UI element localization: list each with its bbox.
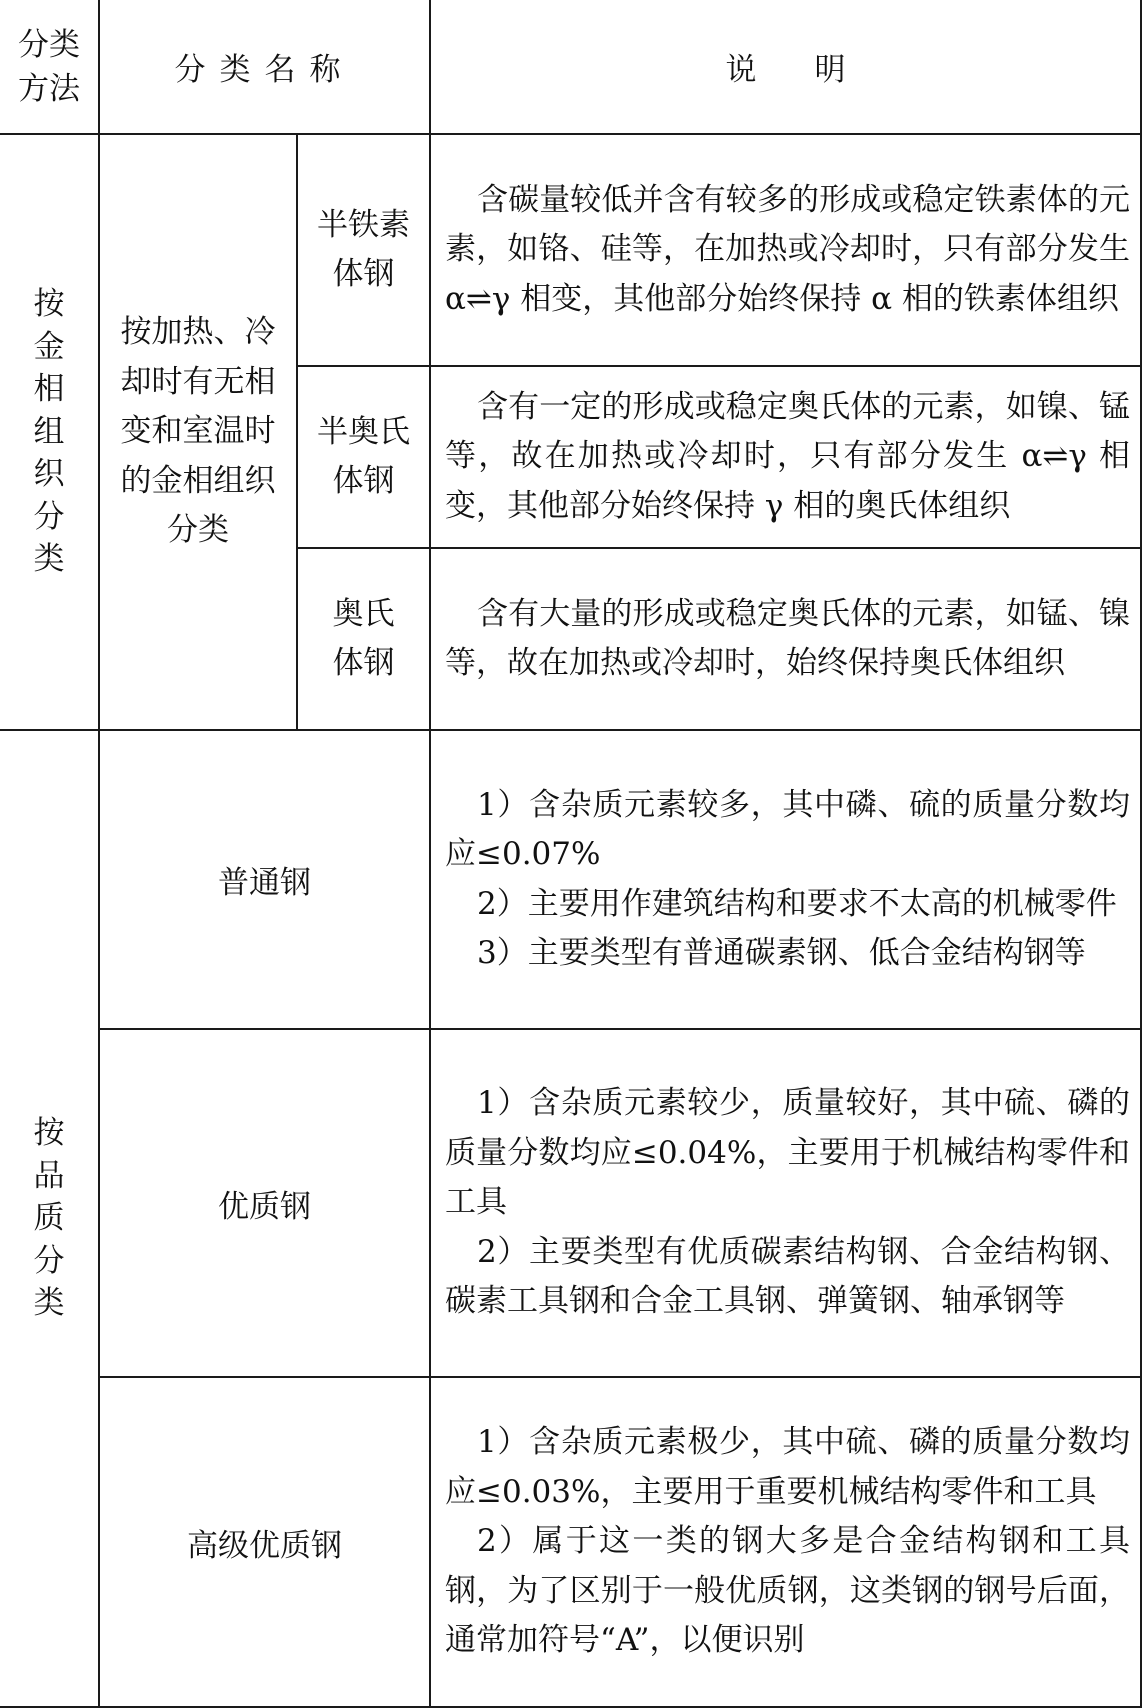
description-text: 3）主要类型有普通碳素钢、低合金结构钢等 <box>477 935 1086 971</box>
description-text: 2）属于这一类的钢大多是合金结构钢和工具钢，为了区别于一般优质钢，这类钢的钢号后面，通常加符号“A”，以便识别 <box>445 1523 1130 1659</box>
method-quality-text: 按品质分类 <box>33 1115 65 1322</box>
steel-name: 半铁素体钢 <box>317 207 410 292</box>
classification-basis <box>99 134 297 730</box>
description-text: 1）含杂质元素极少，其中硫、磷的质量分数均应≤0.03%，主要用于重要机械结构零件和工具 <box>445 1424 1130 1510</box>
header-row <box>0 0 1141 134</box>
table-row <box>0 134 1141 366</box>
method-quality <box>0 730 99 1707</box>
description-text: 含碳量较低并含有较多的形成或稳定铁素体的元素，如铬、硅等，在加热或冷却时，只有部分发生 α⇌γ 相变，其他部分始终保持 α 相的铁素体组织 <box>445 181 1130 317</box>
header-name: 分类名称 <box>99 0 430 134</box>
description-text: 2）主要类型有优质碳素结构钢、合金结构钢、碳素工具钢和合金工具钢、弹簧钢、轴承钢等 <box>445 1233 1130 1320</box>
description-text: 2）主要用作建筑结构和要求不太高的机械零件 <box>477 885 1117 922</box>
table-row <box>0 1029 1141 1377</box>
description-cell <box>430 1377 1141 1707</box>
description-text: 含有大量的形成或稳定奥氏体的元素，如锰、镍等，故在加热或冷却时，始终保持奥氏体组织 <box>445 595 1130 681</box>
method-metallographic <box>0 134 99 730</box>
steel-name: 奥氏体钢 <box>332 596 395 681</box>
description-text: 1）含杂质元素较多，其中磷、硫的质量分数均应≤0.07% <box>445 786 1130 872</box>
header-method-text: 分类方法 <box>18 26 80 107</box>
table-row <box>0 1377 1141 1707</box>
description-cell <box>430 1029 1141 1377</box>
classification-basis-text: 按加热、冷却时有无相变和室温时的金相组织分类 <box>120 314 276 549</box>
description-cell <box>430 134 1141 366</box>
header-method <box>0 0 99 134</box>
description-cell <box>430 366 1141 548</box>
description-cell <box>430 548 1141 730</box>
steel-name-cell <box>297 548 430 730</box>
header-desc: 说明 <box>430 0 1141 134</box>
steel-name-cell <box>297 366 430 548</box>
description-cell <box>430 730 1141 1029</box>
table-row <box>0 730 1141 1029</box>
description-text: 1）含杂质元素较少，质量较好，其中硫、磷的质量分数均应≤0.04%，主要用于机械结构零件和工具 <box>445 1085 1130 1221</box>
steel-name-cell: 优质钢 <box>99 1029 430 1377</box>
method-metallographic-text: 按金相组织分类 <box>33 286 65 578</box>
steel-name: 半奥氏体钢 <box>317 414 410 499</box>
description-text: 含有一定的形成或稳定奥氏体的元素，如镍、锰等，故在加热或冷却时，只有部分发生 α⇌γ 相变，其他部分始终保持 γ 相的奥氏体组织 <box>445 388 1130 524</box>
steel-name-cell <box>297 134 430 366</box>
steel-name-cell: 普通钢 <box>99 730 430 1029</box>
steel-name-cell: 高级优质钢 <box>99 1377 430 1707</box>
